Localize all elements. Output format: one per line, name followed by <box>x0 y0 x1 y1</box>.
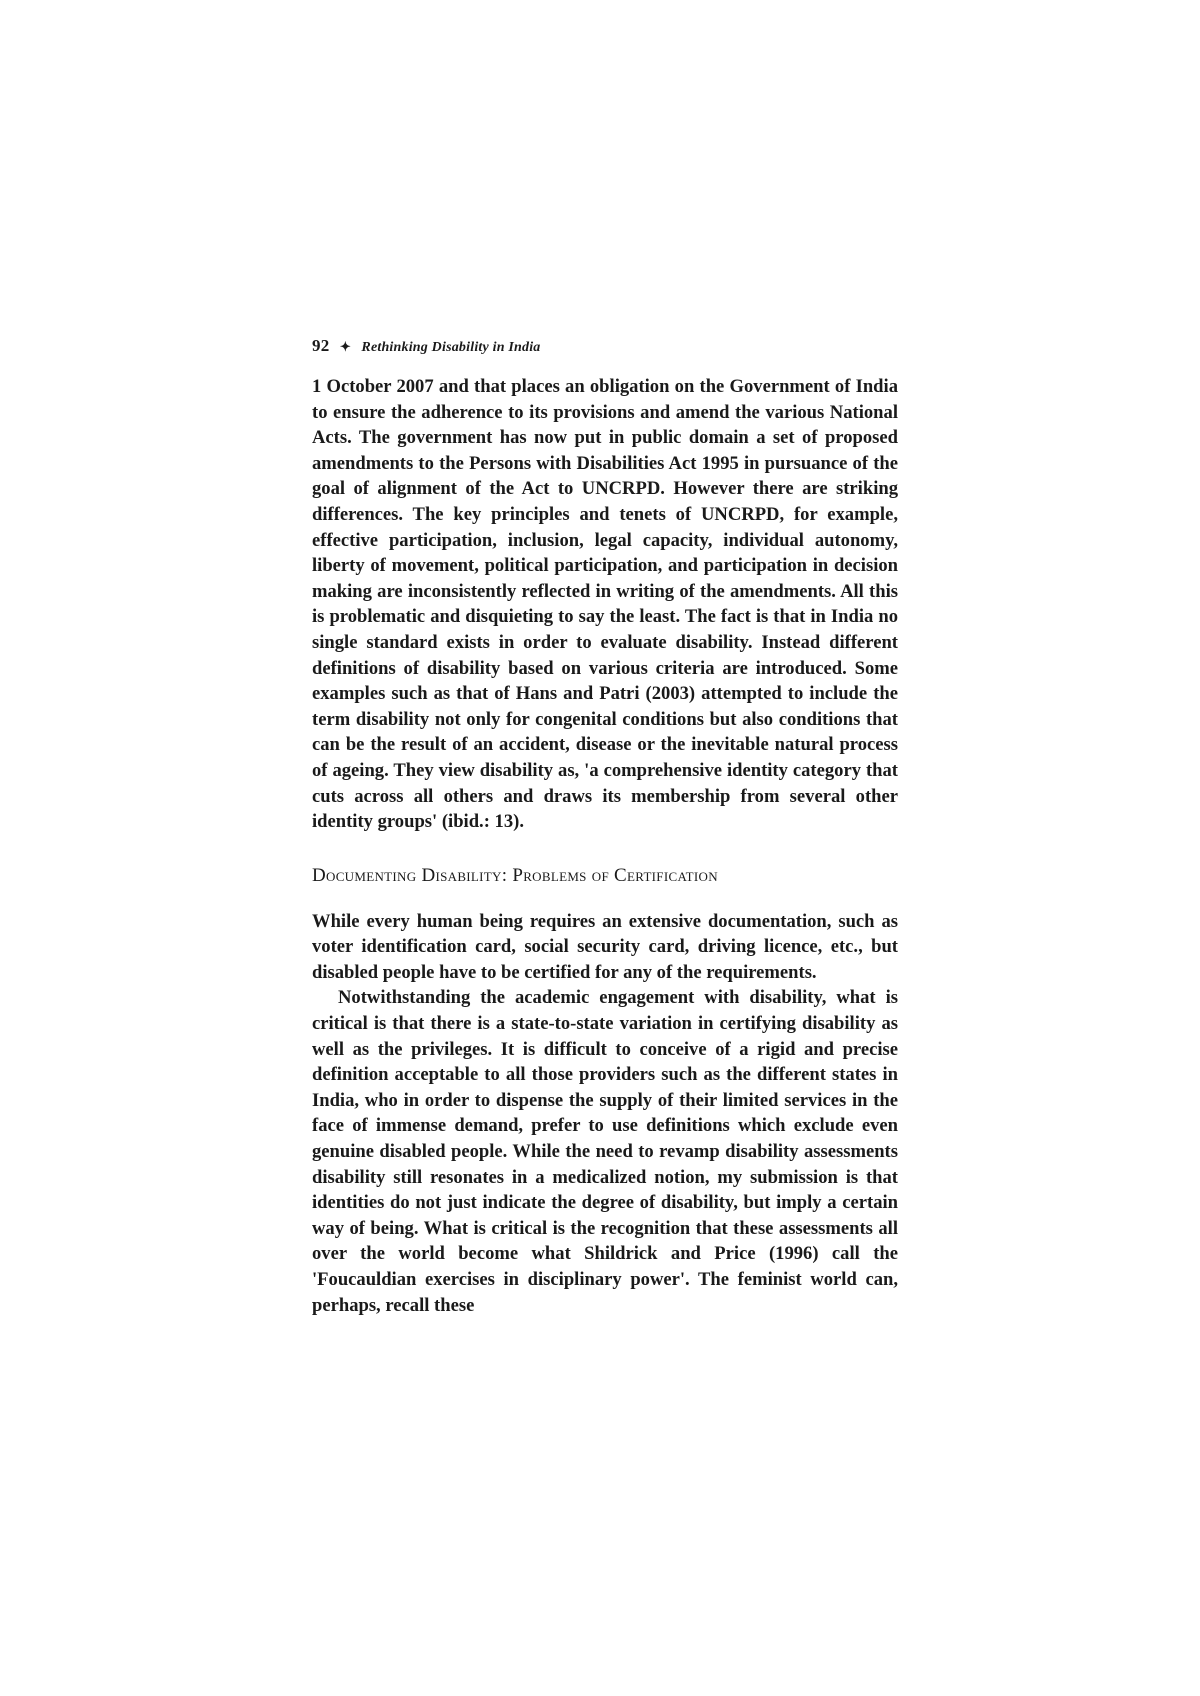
ornament-separator: ✦ <box>339 339 351 354</box>
paragraph-documentation: While every human being requires an extensive documentation, such as voter identification card, social security card, driving licence, etc., but disabled people have to be certified for any of the requirements. <box>312 910 898 983</box>
paragraph-continued: 1 October 2007 and that places an obligation on the Government of India to ensure the adherence to its provisions and amend the various National Acts. The government has now put in public domain a set of proposed amendments to the Persons with Disabilities Act 1995 in pursuance of the goal of alignment of the Act to UNCRPD. However there are striking differences. The key principles and tenets of UNCRPD, for example, effective participation, inclusion, legal capacity, individual autonomy, liberty of movement, political participation, and participation in decision making are inconsistently reflected in writing of the amendments. All this is problematic and disquieting to say the least. The fact is that in India no single standard exists in order to evaluate disability. Instead different definitions of disability based on various criteria are introduced. Some examples such as that of Hans and Patri (2003) attempted to include the term disability not only for congenital conditions but also conditions that can be the result of an accident, disease or the inevitable natural process of ageing. They view disability as, 'a comprehensive identity category that cuts across all others and draws its membership from several other identity groups' (ibid.: 13). <box>312 376 898 833</box>
running-head <box>312 336 898 356</box>
running-head-title: Rethinking Disability in India <box>361 340 541 355</box>
section-heading: Documenting Disability: Problems of Certification <box>312 864 718 886</box>
page-number: 92 <box>312 336 330 355</box>
book-page <box>312 336 898 1318</box>
paragraph-certification: Notwithstanding the academic engagement with disability, what is critical is that there is a state-to-state variation in certifying disability as well as the privileges. It is difficult to conceive of a rigid and precise definition acceptable to all those providers such as the different states in India, who in order to dispense the supply of their limited services in the face of immense demand, prefer to use definitions which exclude even genuine disabled people. While the need to revamp disability assessments disability still resonates in a medicalized notion, my submission is that identities do not just indicate the degree of disability, but imply a certain way of being. What is critical is the recognition that these assessments all over the world become what Shildrick and Price (1996) call the 'Foucauldian exercises in disciplinary power'. The feminist world can, perhaps, recall these <box>312 987 898 1316</box>
